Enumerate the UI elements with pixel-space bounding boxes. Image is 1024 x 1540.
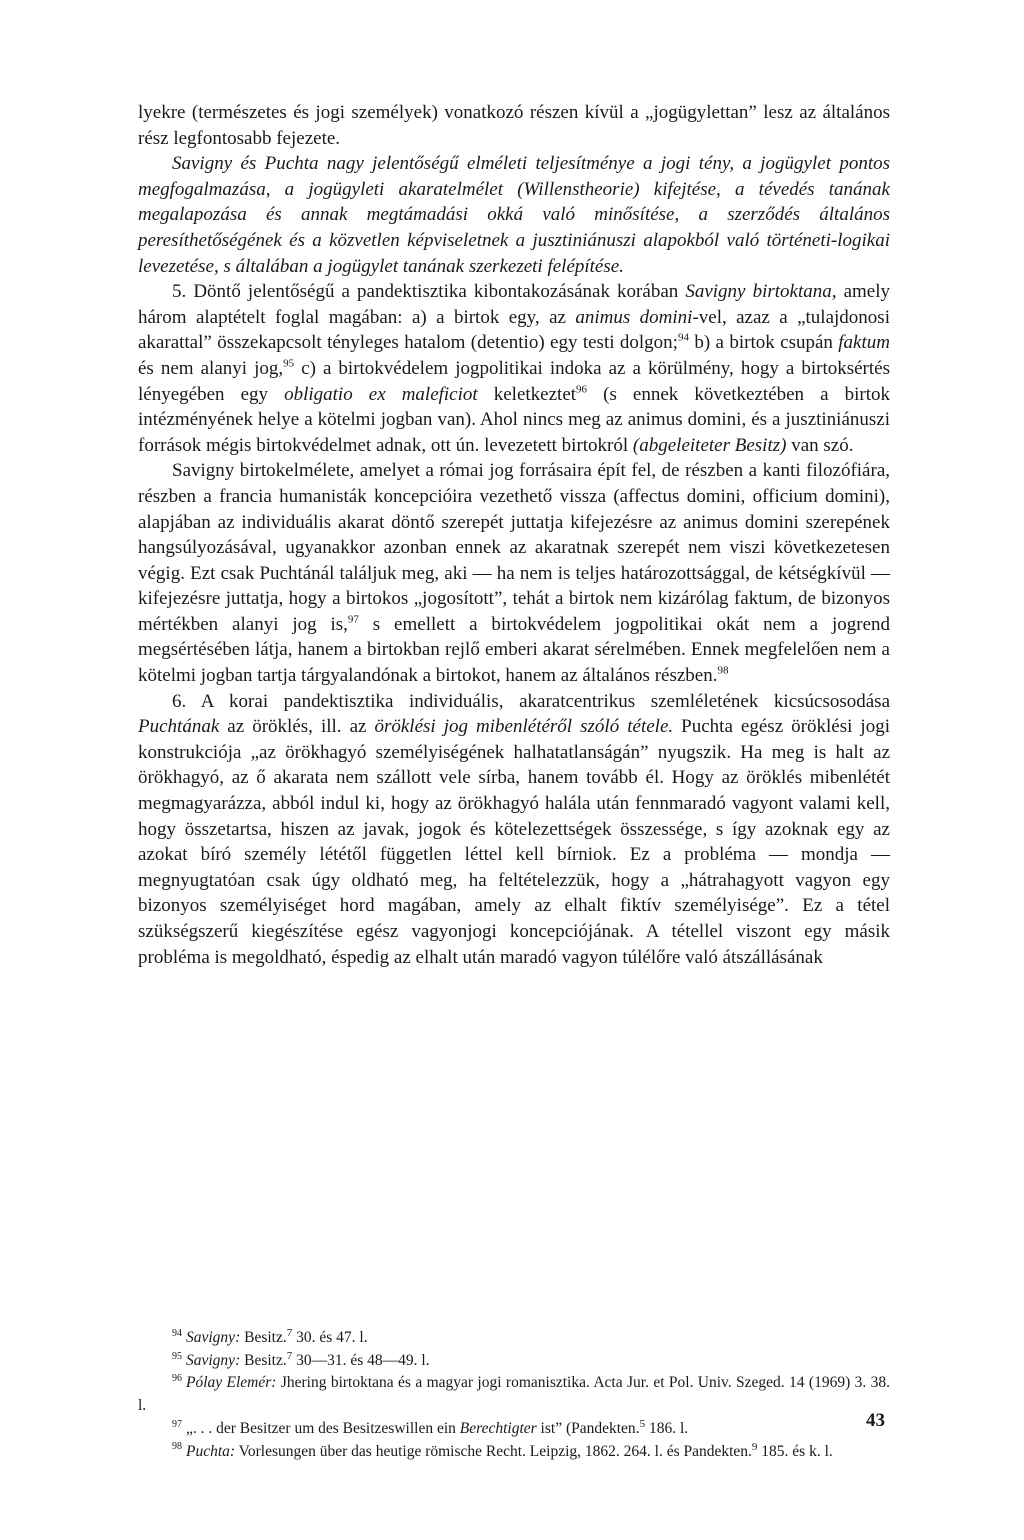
footnote-number: 96 <box>172 1373 182 1385</box>
footnote-number: 94 <box>172 1327 182 1339</box>
italic-text: (abgeleiteter Besitz) <box>632 434 787 456</box>
paragraph: lyekre (természetes és jogi személyek) vonatkozó részen kívül a „jogügylettan” lesz az általános rész legfontosabb fejezete. <box>138 102 890 149</box>
italic-text: Savigny és Puchta nagy jelentőségű elméleti teljesítménye a jogi tény, a jogügylet pontos megfogalmazása, a jogügyleti akaratelmélet (Willenstheorie) kifejtése, a tévedés tanának megalapozása és annak megtámadási okká való minősítése, a szerződés általános peresíthetőségének és a közvetlen képviseletnek a jusztiniánuszi alapokból való történeti-logikai levezetése, s általában a jogügylet tanának szerkezeti felépítése. <box>138 153 890 277</box>
paragraph: 5. Döntő jelentőségű a pandektisztika kibontakozásának korában Savigny birtoktana, amely három alaptételt foglal magában: a) a birtok egy, az animus domini-vel, azaz a „tulajdonosi akarattal” összekapcsolt tényleges hatalom (detentio) egy testi dolgon;$^{94}$ b) a birtok csupán faktum és nem alanyi jog,$^{95}$ c) a birtokvédelem jogpolitikai indoka az a körülmény, hogy a birtoksértés lényegében egy obligatio ex maleficiot keletkeztet$^{96}$ (s ennek következtében a birtok intézményének helye a kötelmi jogban van). Ahol nincs meg az animus domini, és a jusztiniánuszi források mégis birtokvédelmet adnak, ott ún. levezetett birtokról (abgeleiteter Besitz) van szó. <box>138 281 891 456</box>
footnote: $^{96}$ Pólay Elemér: Jhering birtoktana és a magyar jogi romanisztika. Acta Jur. et Pol. Univ. Szeged. 14 (1969) 3. 38. l. <box>138 1373 890 1415</box>
footnotes <box>138 1327 890 1463</box>
footnote: $^{97}$ „. . . der Besitzer um des Besitzeswillen ein Berechtigter ist” (Pandekten.$^5$ 186. l. <box>172 1417 689 1437</box>
italic-text: Puchtának <box>138 716 220 738</box>
paragraph: Savigny birtokelmélete, amelyet a római jog forrásaira épít fel, de részben a kanti filozófiára, részben a francia humanisták koncepcióira vezethető vissza (affectus domini, officium domini), alapjában az individuális akarat döntő szerepét juttatja kifejezésre az animus domini szerepének hangsúlyozásával, ugyanakkor azonban ennek az akaratnak szerepét nem viszi következetesen végig. Ezt csak Puchtánál találjuk meg, aki — ha nem is teljes határozottsággal, de kétségkívül — kifejezésre juttatja, hogy a birtokos „jogosított”, tehát a birtok nem kizárólag faktum, de bizonyos mértékben alanyi jog is,$^{97}$ s emellett a birtokvédelem jogpolitikai okát nem a jogrend megsértésében látja, hanem a birtokban rejlő emberi akarat sérelmében. Ennek megfelelően nem a kötelmi jogban tartja tárgyalandónak a birtokot, hanem az általános részben.$^{98}$ <box>138 460 891 687</box>
italic-text: Berechtigter <box>459 1419 537 1437</box>
italic-text: faktum <box>838 332 890 354</box>
italic-text: Savigny: <box>186 1329 241 1346</box>
footnote-reference: 98 <box>717 664 729 677</box>
italic-text: öröklési jog mibenlétéről szóló tétele. <box>374 716 674 738</box>
footnote-number: 98 <box>172 1441 182 1453</box>
footnote-reference: 94 <box>677 332 689 345</box>
italic-text: Pólay Elemér: <box>186 1374 277 1392</box>
paragraph: 6. A korai pandektisztika individuális, akaratcentrikus szemléletének kicsúcsosodása Puchtának az öröklés, ill. az öröklési jog mibenlétéről szóló tétele. Puchta egész öröklési jogi konstrukciója „az örökhagyó személyiségének halhatatlanságán” nyugszik. Ha meg is halt az örökhagyó, az ő akarata nem szállott vele sírba, hanem tovább él. Hogy az öröklés mibenlétét megmagyarázza, abból indul ki, hogy az örökhagyó halála után fennmaradó vagyont valami kell, hogy összetartsa, hiszen az javak, jogok és kötelezettségek összessége, s így azoknak egy az azokat bíró személy lététől független léttel kell bírniok. Ez a probléma — mondja — megnyugtatóan csak úgy oldható meg, ha feltételezzük, hogy a „hátrahagyott vagyon egy bizonyos személyiséget hord magában, amely az elhalt fiktív személyisége”. Ez a tétel szükségszerű kiegészítése egész vagyonjogi koncepciójának. A tétellel viszont egy másik probléma is megoldható, éspedig az elhalt után maradó vagyon túlélőre való átszállásának <box>138 690 890 968</box>
footnote-reference: 9 <box>751 1440 758 1453</box>
footnote-reference: 7 <box>286 1349 293 1362</box>
footnote: $^{98}$ Puchta: Vorlesungen über das heutige römische Recht. Leipzig, 1862. 264. l. és Pandekten.$^9$ 185. és k. l. <box>172 1440 833 1460</box>
footnote-number: 95 <box>172 1350 182 1362</box>
paragraph <box>138 151 890 279</box>
body-text <box>138 100 890 970</box>
footnote-reference: 7 <box>286 1326 293 1339</box>
italic-text: obligatio ex maleficiot <box>284 383 478 405</box>
footnote-number: 97 <box>172 1418 182 1430</box>
footnote-reference: 5 <box>639 1417 646 1430</box>
italic-text: animus domini <box>575 306 693 328</box>
page-number: 43 <box>866 1410 885 1431</box>
footnote-reference: 95 <box>283 357 295 370</box>
italic-text: Savigny birtoktana, <box>685 281 837 303</box>
footnote: $^{94}$ Savigny: Besitz.$^7$ 30. és 47. l. <box>172 1326 368 1346</box>
footnote-reference: 96 <box>576 383 588 396</box>
footnote: $^{95}$ Savigny: Besitz.$^7$ 30—31. és 48—49. l. <box>172 1349 430 1369</box>
footnote-reference: 97 <box>347 613 359 626</box>
italic-text: Savigny: <box>186 1351 241 1369</box>
italic-text: Puchta: <box>186 1442 236 1460</box>
